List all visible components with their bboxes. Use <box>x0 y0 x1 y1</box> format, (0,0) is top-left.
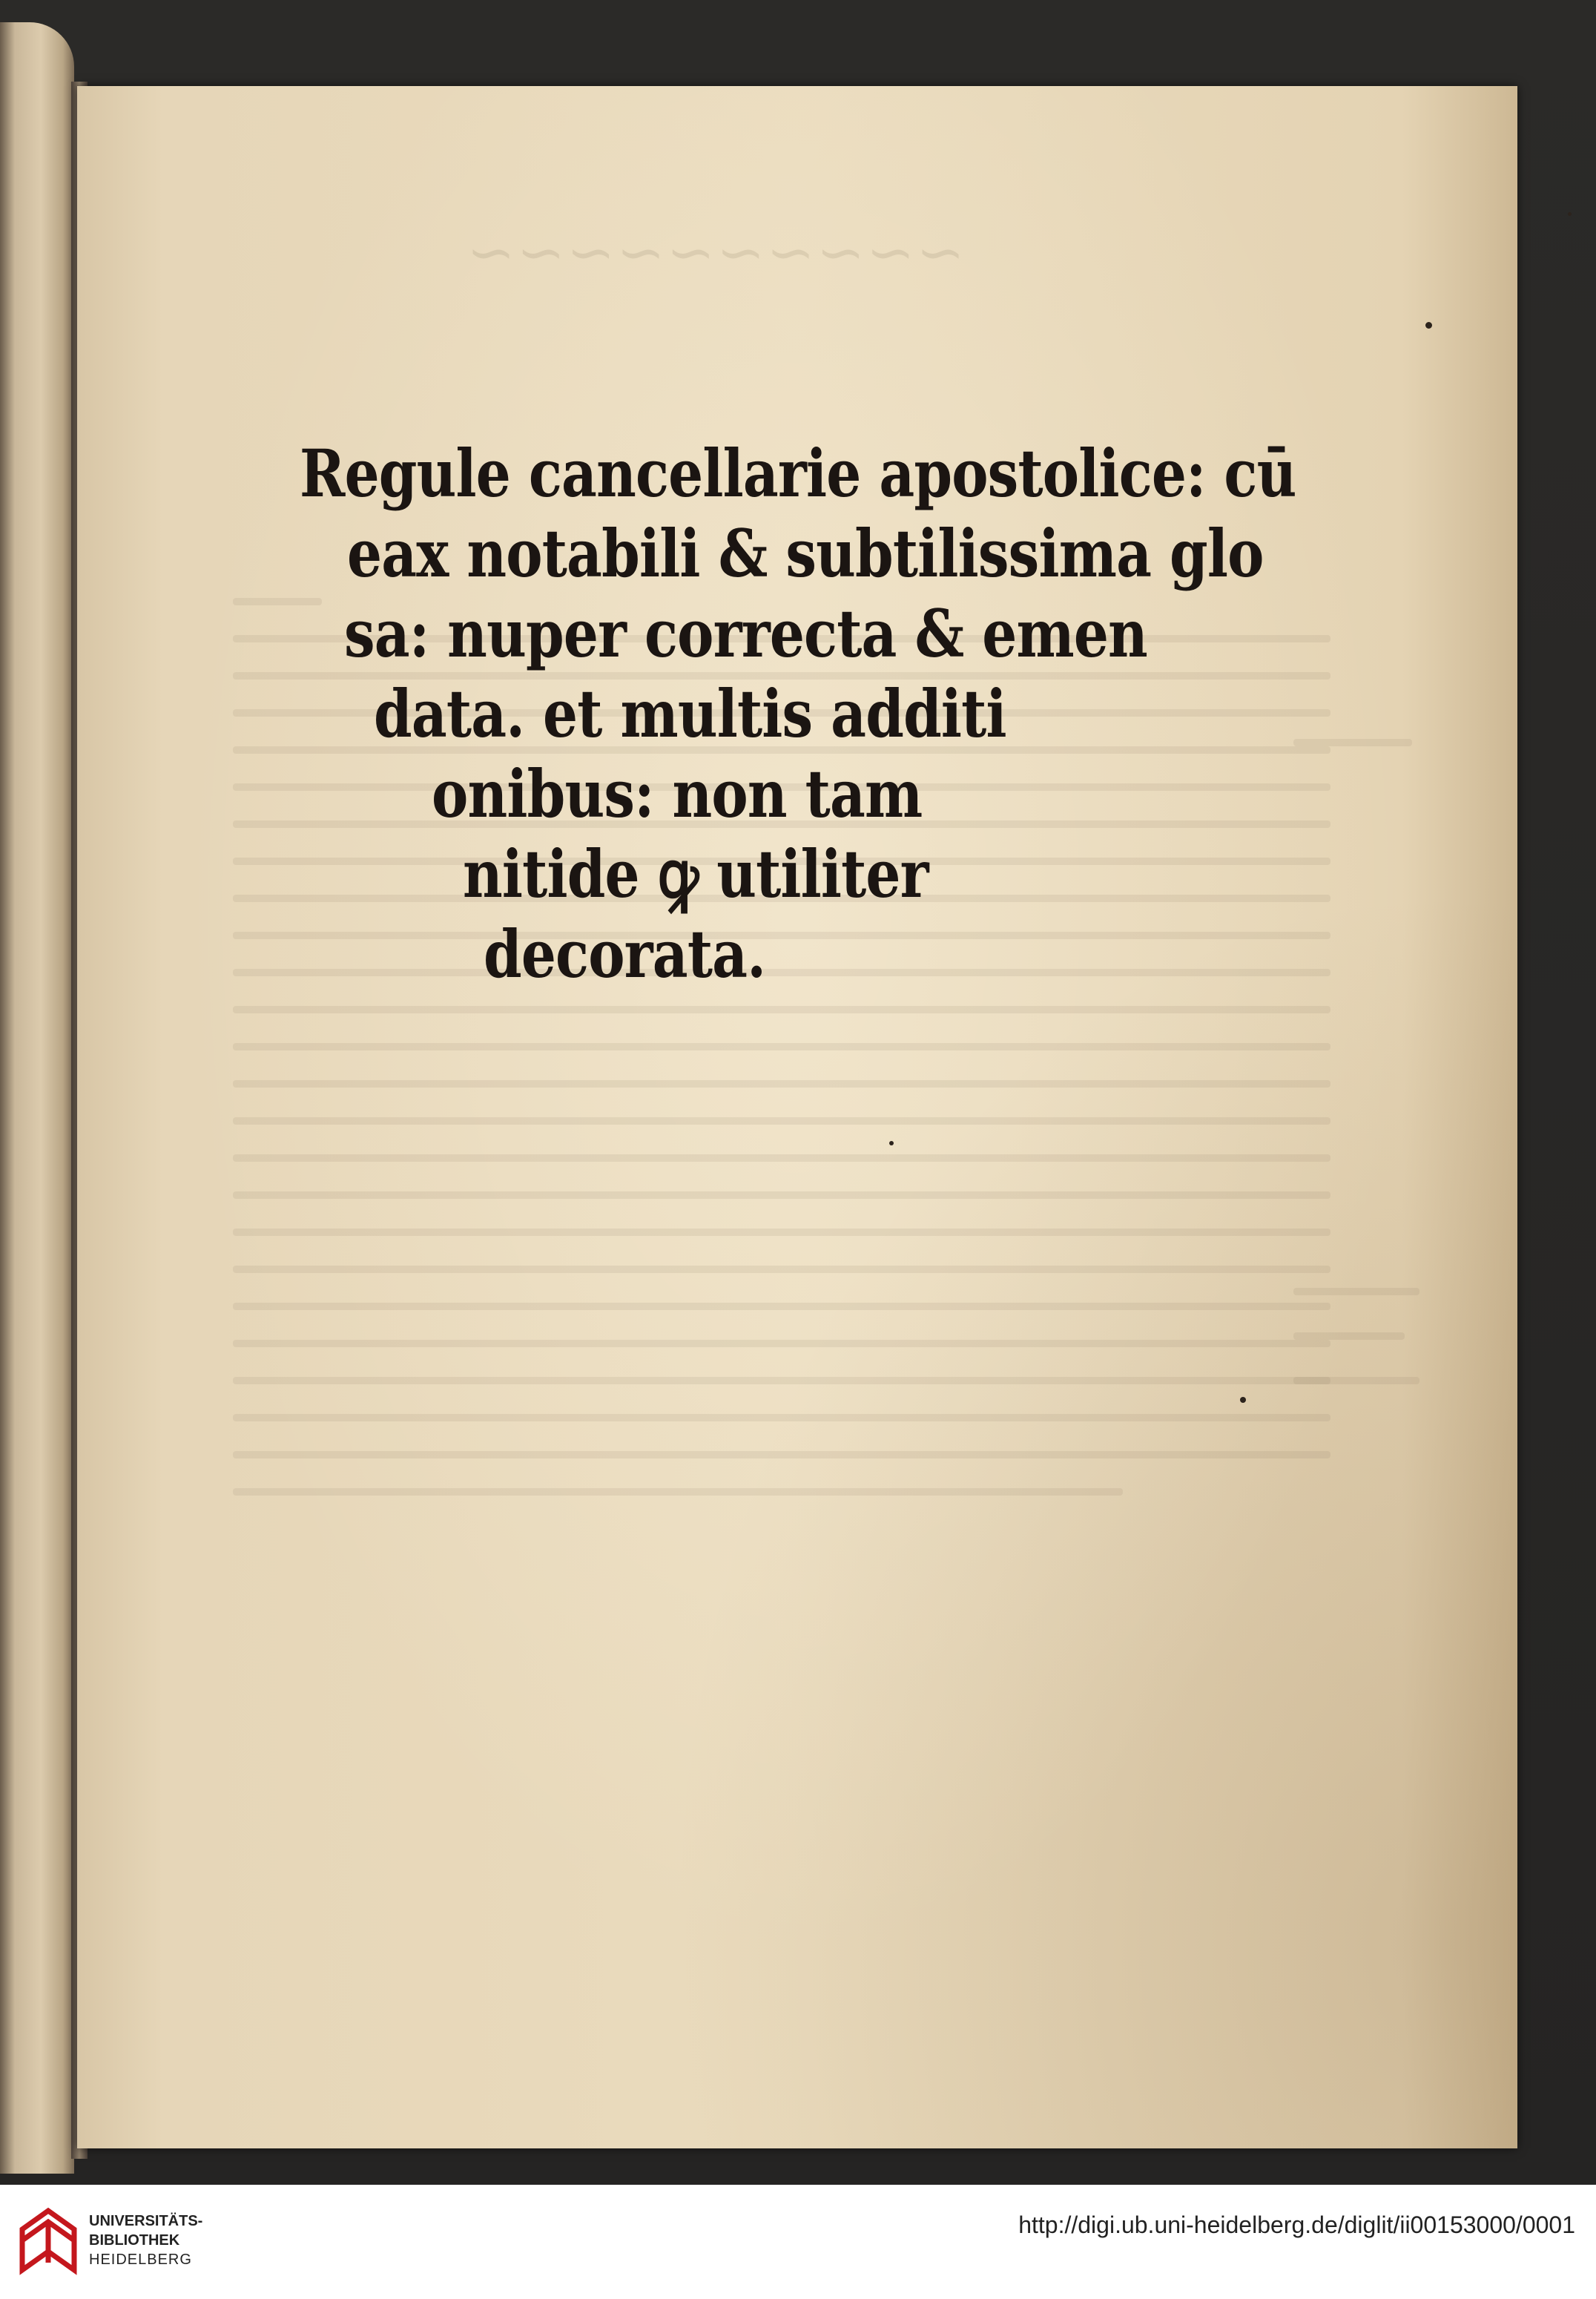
footer-bar <box>0 2185 1596 2299</box>
title-line: decorata. <box>484 915 766 993</box>
bleed-through-line <box>233 1080 1330 1088</box>
bleed-through-line <box>233 1377 1330 1384</box>
title-line: data. et multis additi <box>374 675 1006 752</box>
previous-leaf-edge <box>0 22 74 2174</box>
library-name-line: HEIDELBERG <box>89 2252 192 2268</box>
bleed-through-line <box>233 1266 1330 1273</box>
title-block <box>300 433 1338 994</box>
bleed-through-line <box>233 1488 1123 1496</box>
bleed-through-line <box>233 1451 1330 1458</box>
bleed-through-line <box>233 1191 1330 1199</box>
title-line: sa: nuper correcta & emen <box>344 595 1147 672</box>
library-name-line: BIBLIOTHEK <box>89 2232 180 2249</box>
title-line: nitide ꝙ utiliter <box>463 835 929 912</box>
bleed-through-margin-note <box>1293 1332 1405 1340</box>
bleed-through-line <box>233 1006 1330 1013</box>
permalink-url[interactable]: http://digi.ub.uni-heidelberg.de/diglit/ii00153000/0001 <box>1018 2211 1575 2238</box>
bleed-through-margin-note <box>1293 1377 1419 1384</box>
title-line: eax notabili & subtilissima glo <box>347 515 1264 592</box>
library-logo-icon <box>15 2200 82 2281</box>
bleed-through-heading: ~~~~~~~~~~ <box>465 220 965 286</box>
bleed-through-margin-note <box>1293 1288 1419 1295</box>
bleed-through-line <box>233 1229 1330 1236</box>
page-paper <box>77 86 1517 2148</box>
library-name-line: UNIVERSITÄTS- <box>89 2213 203 2229</box>
title-line: Regule cancellarie apostolice: cū <box>300 435 1296 512</box>
bleed-through-line <box>233 1303 1330 1310</box>
bleed-through-line <box>233 1154 1330 1162</box>
title-line: onibus: non tam <box>432 755 923 832</box>
bleed-through-line <box>233 1117 1330 1125</box>
bleed-through-line <box>233 1340 1330 1347</box>
library-name <box>89 2211 202 2269</box>
bleed-through-line <box>233 1414 1330 1421</box>
bleed-through-line <box>233 1043 1330 1050</box>
